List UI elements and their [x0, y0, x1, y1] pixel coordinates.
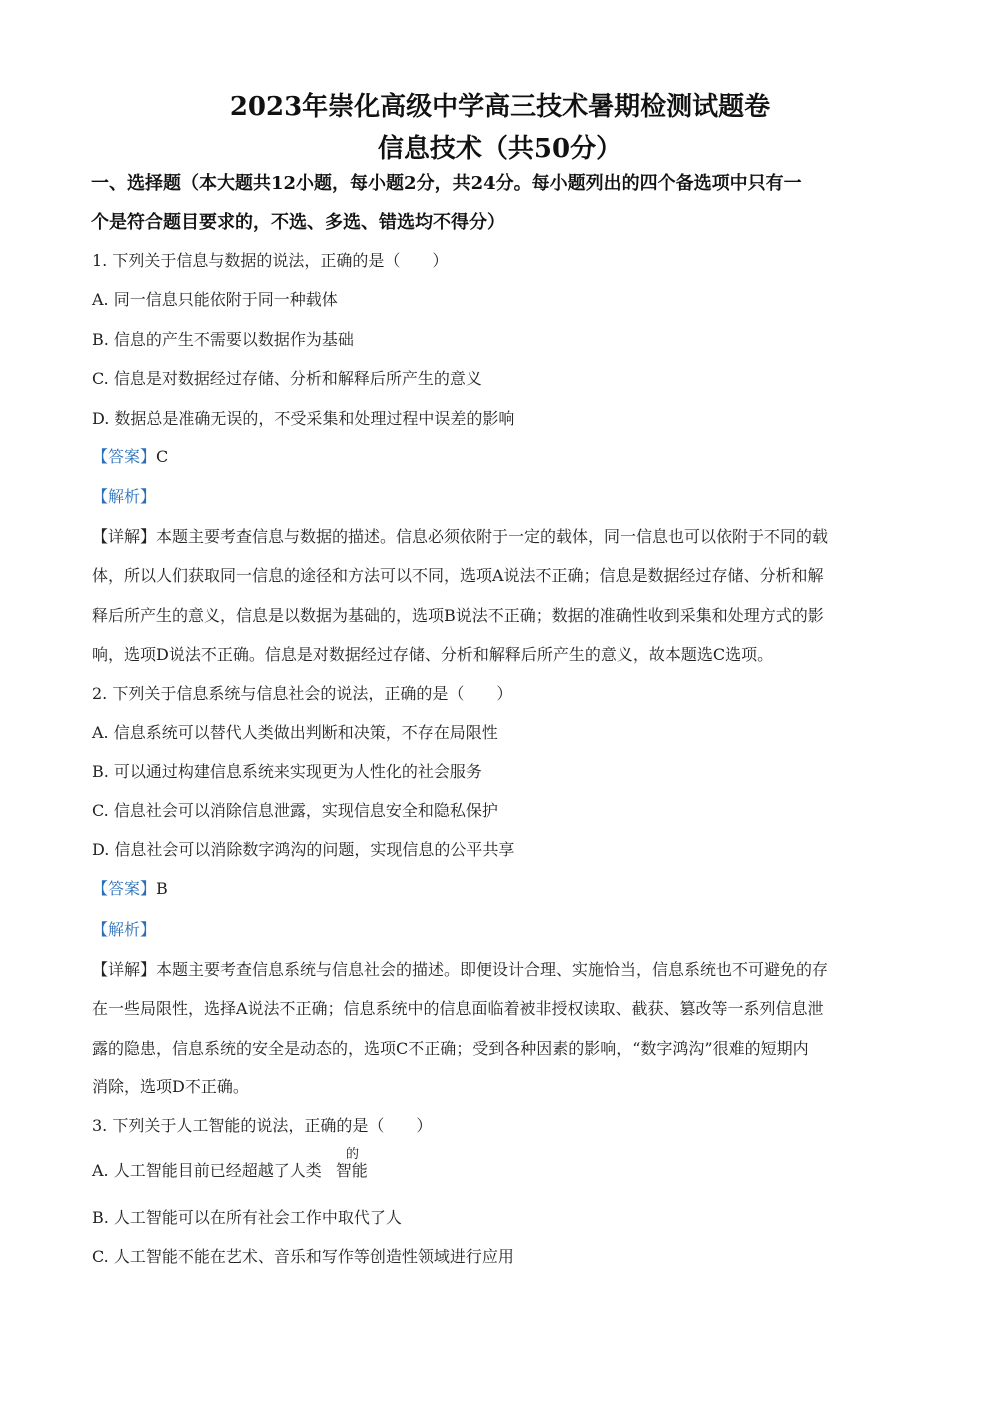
question-2-option-d: D. 信息社会可以消除数字鸿沟的问题，实现信息的公平共享	[92, 840, 515, 859]
question-1-analysis-label: 【解析】	[92, 487, 157, 506]
section-heading-line1: 一、选择题（本大题共12小题，每小题2分，共24分。每小题列出的四个备选项中只有一	[91, 173, 802, 194]
question-1-detail-line3: 释后所产生的意义，信息是以数据为基础的，选项B说法不正确；数据的准确性收到采集和处理方式的影	[92, 606, 824, 625]
section-heading-line2: 个是符合题目要求的，不选、多选、错选均不得分）	[91, 212, 505, 233]
option-a-text-tail: 智能	[335, 1161, 368, 1180]
question-2-analysis-label: 【解析】	[92, 920, 157, 939]
question-1-option-d: D. 数据总是准确无误的，不受采集和处理过程中误差的影响	[92, 409, 515, 428]
exam-subtitle: 信息技术（共50分）	[377, 134, 623, 164]
question-2-option-a: A. 信息系统可以替代人类做出判断和决策，不存在局限性	[92, 723, 498, 742]
answer-value: C	[156, 447, 169, 466]
question-2-option-c: C. 信息社会可以消除信息泄露，实现信息安全和隐私保护	[92, 801, 498, 820]
answer-label: 【答案】	[92, 447, 157, 466]
question-2-detail-line4: 消除，选项D不正确。	[92, 1077, 249, 1096]
question-3-option-a-raised-char: 的	[346, 1147, 360, 1162]
question-1-stem: 1. 下列关于信息与数据的说法，正确的是（ ）	[92, 251, 449, 270]
question-2-detail-line2: 在一些局限性，选择A说法不正确；信息系统中的信息面临着被非授权读取、截获、篡改等一系列信息泄	[92, 999, 824, 1018]
question-1-detail-line1: 【详解】本题主要考查信息与数据的描述。信息必须依附于一定的载体，同一信息也可以依附于不同的载	[92, 527, 829, 546]
answer-value: B	[156, 879, 168, 898]
question-3-option-c: C. 人工智能不能在艺术、音乐和写作等创造性领域进行应用	[92, 1247, 514, 1266]
question-1-answer	[92, 447, 168, 467]
question-3-option-a	[92, 1161, 368, 1181]
question-1-detail-line2: 体，所以人们获取同一信息的途径和方法可以不同，选项A说法不正确；信息是数据经过存储、分析和解	[92, 566, 824, 585]
question-1-option-c: C. 信息是对数据经过存储、分析和解释后所产生的意义	[92, 369, 482, 388]
question-1-option-a: A. 同一信息只能依附于同一种载体	[92, 290, 338, 309]
question-2-detail-line1: 【详解】本题主要考查信息系统与信息社会的描述。即便设计合理、实施恰当，信息系统也不可避免的存	[92, 960, 829, 979]
question-2-option-b: B. 可以通过构建信息系统来实现更为人性化的社会服务	[92, 762, 482, 781]
exam-title: 2023年崇化高级中学高三技术暑期检测试题卷	[229, 92, 771, 122]
question-1-detail-line4: 响，选项D说法不正确。信息是对数据经过存储、分析和解释后所产生的意义，故本题选C选项。	[92, 645, 774, 664]
question-2-answer	[92, 879, 168, 899]
option-a-text: A. 人工智能目前已经超越了人类	[92, 1161, 322, 1180]
question-2-detail-line3: 露的隐患，信息系统的安全是动态的，选项C不正确；受到各种因素的影响，“数字鸿沟”很难的短期内	[92, 1039, 809, 1058]
question-1-option-b: B. 信息的产生不需要以数据作为基础	[92, 330, 354, 349]
question-3-option-b: B. 人工智能可以在所有社会工作中取代了人	[92, 1208, 402, 1227]
question-2-stem: 2. 下列关于信息系统与信息社会的说法，正确的是（ ）	[92, 684, 513, 703]
question-3-stem: 3. 下列关于人工智能的说法，正确的是（ ）	[92, 1116, 433, 1135]
answer-label: 【答案】	[92, 879, 157, 898]
